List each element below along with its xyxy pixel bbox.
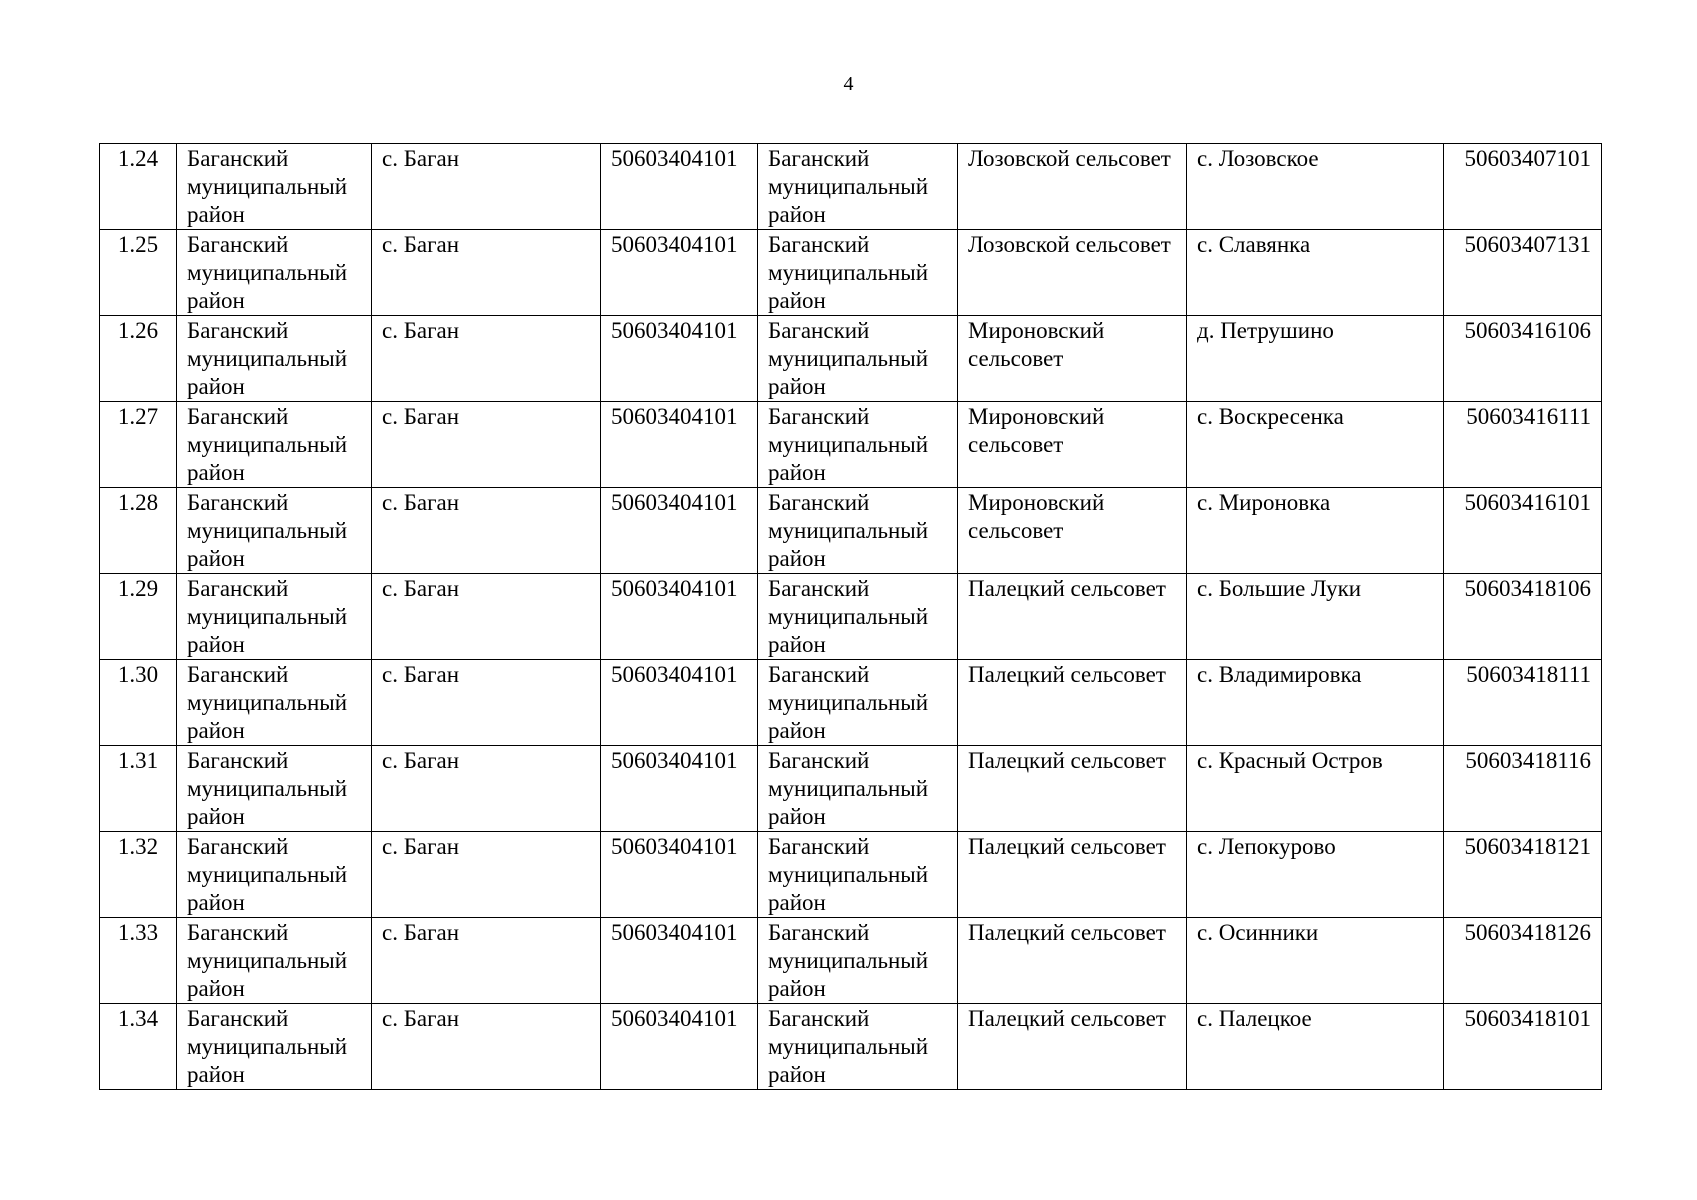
row-number-cell: 1.27 xyxy=(100,402,177,488)
district-2-cell: Баганский муниципальный район xyxy=(758,144,958,230)
district-cell: Баганский муниципальный район xyxy=(177,660,372,746)
settlement-code-cell: 50603418126 xyxy=(1444,918,1602,1004)
council-cell: Мироновский сельсовет xyxy=(958,488,1187,574)
table-row xyxy=(100,660,1602,746)
center-code-cell: 50603404101 xyxy=(601,746,758,832)
district-cell: Баганский муниципальный район xyxy=(177,316,372,402)
district-2-cell: Баганский муниципальный район xyxy=(758,1004,958,1090)
settlement-code-cell: 50603407101 xyxy=(1444,144,1602,230)
council-cell: Палецкий сельсовет xyxy=(958,1004,1187,1090)
settlement-cell: с. Славянка xyxy=(1187,230,1444,316)
settlement-cell: с. Лепокурово xyxy=(1187,832,1444,918)
row-number-cell: 1.24 xyxy=(100,144,177,230)
table-row xyxy=(100,746,1602,832)
settlements-table xyxy=(99,143,1602,1090)
settlement-code-cell: 50603418111 xyxy=(1444,660,1602,746)
center-code-cell: 50603404101 xyxy=(601,832,758,918)
council-cell: Палецкий сельсовет xyxy=(958,918,1187,1004)
district-2-cell: Баганский муниципальный район xyxy=(758,574,958,660)
center-code-cell: 50603404101 xyxy=(601,918,758,1004)
center-code-cell: 50603404101 xyxy=(601,1004,758,1090)
center-code-cell: 50603404101 xyxy=(601,316,758,402)
row-number-cell: 1.25 xyxy=(100,230,177,316)
row-number-cell: 1.33 xyxy=(100,918,177,1004)
settlement-cell: с. Большие Луки xyxy=(1187,574,1444,660)
center-cell: с. Баган xyxy=(372,918,601,1004)
council-cell: Мироновский сельсовет xyxy=(958,316,1187,402)
district-cell: Баганский муниципальный район xyxy=(177,488,372,574)
council-cell: Палецкий сельсовет xyxy=(958,660,1187,746)
settlement-code-cell: 50603416111 xyxy=(1444,402,1602,488)
district-cell: Баганский муниципальный район xyxy=(177,144,372,230)
center-cell: с. Баган xyxy=(372,746,601,832)
center-cell: с. Баган xyxy=(372,230,601,316)
council-cell: Палецкий сельсовет xyxy=(958,832,1187,918)
settlement-cell: с. Воскресенка xyxy=(1187,402,1444,488)
page-number: 4 xyxy=(843,73,854,95)
district-cell: Баганский муниципальный район xyxy=(177,832,372,918)
row-number-cell: 1.29 xyxy=(100,574,177,660)
center-code-cell: 50603404101 xyxy=(601,660,758,746)
center-code-cell: 50603404101 xyxy=(601,230,758,316)
settlement-code-cell: 50603418121 xyxy=(1444,832,1602,918)
council-cell: Лозовской сельсовет xyxy=(958,144,1187,230)
district-2-cell: Баганский муниципальный район xyxy=(758,230,958,316)
district-2-cell: Баганский муниципальный район xyxy=(758,316,958,402)
district-2-cell: Баганский муниципальный район xyxy=(758,488,958,574)
settlement-cell: с. Мироновка xyxy=(1187,488,1444,574)
table-row xyxy=(100,1004,1602,1090)
district-2-cell: Баганский муниципальный район xyxy=(758,402,958,488)
center-cell: с. Баган xyxy=(372,832,601,918)
settlement-code-cell: 50603418101 xyxy=(1444,1004,1602,1090)
center-cell: с. Баган xyxy=(372,1004,601,1090)
center-code-cell: 50603404101 xyxy=(601,574,758,660)
district-cell: Баганский муниципальный район xyxy=(177,402,372,488)
center-cell: с. Баган xyxy=(372,660,601,746)
settlement-cell: с. Владимировка xyxy=(1187,660,1444,746)
district-cell: Баганский муниципальный район xyxy=(177,230,372,316)
table-row xyxy=(100,144,1602,230)
settlement-code-cell: 50603407131 xyxy=(1444,230,1602,316)
settlement-code-cell: 50603418106 xyxy=(1444,574,1602,660)
district-2-cell: Баганский муниципальный район xyxy=(758,660,958,746)
center-cell: с. Баган xyxy=(372,402,601,488)
table-body xyxy=(100,144,1602,1090)
table-row xyxy=(100,402,1602,488)
district-cell: Баганский муниципальный район xyxy=(177,1004,372,1090)
table-row xyxy=(100,316,1602,402)
table-row xyxy=(100,230,1602,316)
row-number-cell: 1.34 xyxy=(100,1004,177,1090)
settlement-code-cell: 50603418116 xyxy=(1444,746,1602,832)
table-row xyxy=(100,918,1602,1004)
district-2-cell: Баганский муниципальный район xyxy=(758,918,958,1004)
center-code-cell: 50603404101 xyxy=(601,488,758,574)
center-cell: с. Баган xyxy=(372,144,601,230)
settlement-cell: с. Палецкое xyxy=(1187,1004,1444,1090)
district-cell: Баганский муниципальный район xyxy=(177,746,372,832)
council-cell: Палецкий сельсовет xyxy=(958,574,1187,660)
row-number-cell: 1.32 xyxy=(100,832,177,918)
council-cell: Лозовской сельсовет xyxy=(958,230,1187,316)
center-cell: с. Баган xyxy=(372,488,601,574)
row-number-cell: 1.30 xyxy=(100,660,177,746)
center-code-cell: 50603404101 xyxy=(601,144,758,230)
row-number-cell: 1.31 xyxy=(100,746,177,832)
district-2-cell: Баганский муниципальный район xyxy=(758,746,958,832)
council-cell: Мироновский сельсовет xyxy=(958,402,1187,488)
settlement-code-cell: 50603416106 xyxy=(1444,316,1602,402)
district-2-cell: Баганский муниципальный район xyxy=(758,832,958,918)
row-number-cell: 1.26 xyxy=(100,316,177,402)
settlement-cell: д. Петрушино xyxy=(1187,316,1444,402)
settlement-cell: с. Осинники xyxy=(1187,918,1444,1004)
district-cell: Баганский муниципальный район xyxy=(177,574,372,660)
table-row xyxy=(100,574,1602,660)
center-code-cell: 50603404101 xyxy=(601,402,758,488)
table-row xyxy=(100,488,1602,574)
center-cell: с. Баган xyxy=(372,574,601,660)
row-number-cell: 1.28 xyxy=(100,488,177,574)
settlement-code-cell: 50603416101 xyxy=(1444,488,1602,574)
council-cell: Палецкий сельсовет xyxy=(958,746,1187,832)
settlement-cell: с. Лозовское xyxy=(1187,144,1444,230)
center-cell: с. Баган xyxy=(372,316,601,402)
district-cell: Баганский муниципальный район xyxy=(177,918,372,1004)
settlement-cell: с. Красный Остров xyxy=(1187,746,1444,832)
table-row xyxy=(100,832,1602,918)
